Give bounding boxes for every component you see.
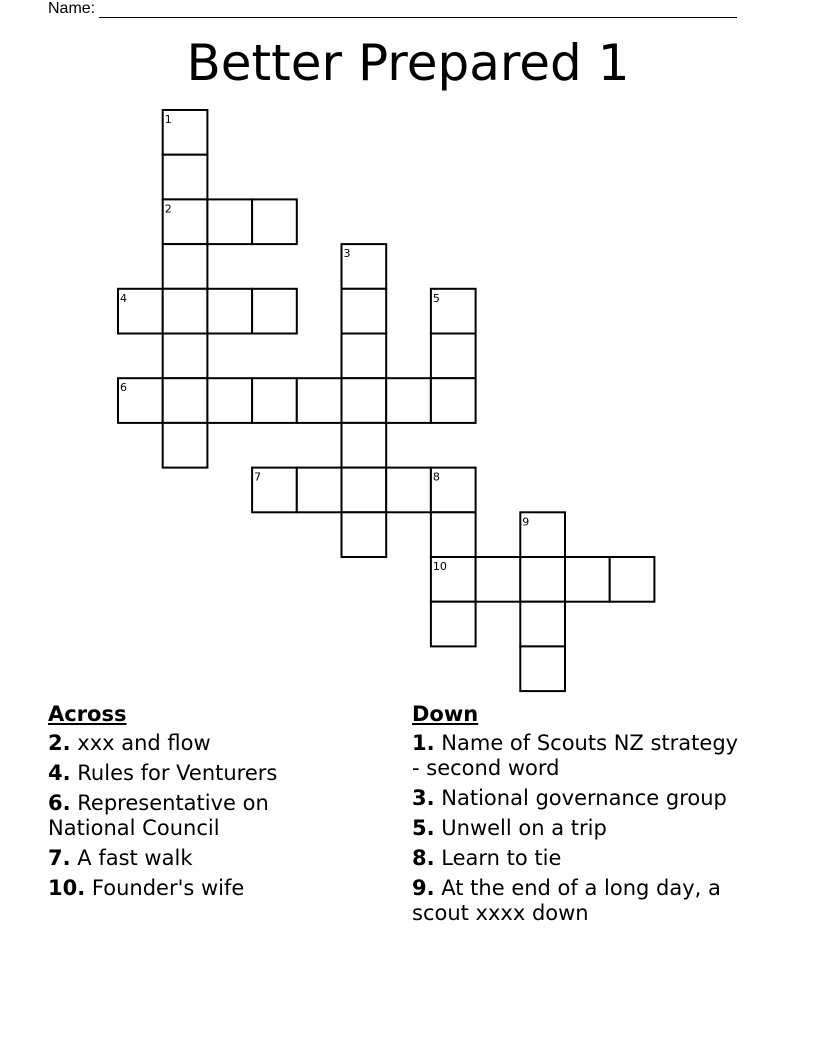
clue-number: 1.	[412, 731, 435, 755]
cell-number: 1	[164, 113, 172, 126]
grid-cell[interactable]	[207, 289, 252, 334]
clue-text: Unwell on a trip	[441, 816, 607, 840]
clue-number: 9.	[412, 876, 435, 900]
clue-text: At the end of a long day, a scout xxxx down	[412, 876, 721, 925]
clue-item	[412, 876, 742, 926]
cell-number: 7	[254, 470, 262, 484]
clue-number: 3.	[412, 786, 435, 810]
grid-cell[interactable]	[520, 602, 565, 647]
grid-cell[interactable]	[252, 289, 297, 334]
cell-number: 3	[343, 247, 351, 261]
clue-item	[412, 846, 742, 871]
down-clues	[412, 702, 742, 931]
grid-cell[interactable]	[297, 378, 342, 423]
grid-cell[interactable]	[342, 334, 387, 379]
clue-number: 8.	[412, 846, 435, 870]
clue-item	[412, 731, 742, 781]
grid-cell[interactable]	[342, 378, 387, 423]
grid-cell[interactable]	[476, 557, 521, 602]
clue-number: 7.	[48, 846, 71, 870]
clue-text: Learn to tie	[441, 846, 562, 870]
grid-cell[interactable]	[520, 646, 565, 691]
clue-number: 4.	[48, 761, 71, 785]
name-label: Name:	[48, 0, 96, 17]
grid-cell[interactable]	[342, 512, 387, 557]
cell-number: 10	[432, 560, 447, 573]
grid-cell[interactable]	[386, 468, 431, 513]
grid-cell[interactable]	[297, 468, 342, 513]
cell-number: 9	[522, 515, 530, 529]
grid-cell[interactable]	[610, 557, 655, 602]
across-heading: Across	[48, 702, 127, 726]
clue-item	[48, 731, 348, 756]
clue-number: 10.	[48, 876, 86, 900]
clue-text: Founder's wife	[91, 876, 245, 900]
grid-cell[interactable]	[163, 289, 208, 334]
grid-cell[interactable]	[163, 244, 208, 289]
cell-number: 2	[164, 202, 172, 216]
clue-item	[412, 786, 742, 811]
cell-number: 4	[120, 291, 127, 305]
page-title: Better Prepared 1	[186, 34, 630, 92]
clue-number: 2.	[48, 731, 71, 755]
cell-number: 5	[432, 291, 440, 305]
grid-cell[interactable]	[342, 468, 387, 513]
clue-text: Representative on National Council	[48, 791, 269, 840]
grid-cell[interactable]	[163, 155, 208, 200]
cell-number: 6	[120, 381, 127, 395]
clue-item	[48, 876, 348, 901]
grid-cell[interactable]	[431, 378, 476, 423]
clue-item	[48, 761, 348, 786]
grid-cell[interactable]	[342, 423, 387, 468]
clue-item	[48, 846, 348, 871]
grid-cell[interactable]	[252, 199, 297, 244]
grid-cell[interactable]	[431, 334, 476, 379]
grid-cell[interactable]	[207, 378, 252, 423]
across-clues	[48, 702, 348, 906]
clue-text: xxx and flow	[77, 731, 211, 755]
grid-cell[interactable]	[431, 602, 476, 647]
grid-cell[interactable]	[163, 334, 208, 379]
grid-cell[interactable]	[431, 512, 476, 557]
clue-text: Rules for Venturers	[77, 761, 278, 785]
clue-text: A fast walk	[77, 846, 193, 870]
clue-text: Name of Scouts NZ strategy - second word	[412, 731, 739, 780]
clue-item	[412, 816, 742, 841]
grid-cell[interactable]	[207, 199, 252, 244]
down-heading: Down	[412, 702, 479, 726]
clue-number: 5.	[412, 816, 435, 840]
grid-cell[interactable]	[386, 378, 431, 423]
grid-cell[interactable]	[163, 423, 208, 468]
clue-item	[48, 791, 348, 841]
clue-text: National governance group	[441, 786, 727, 810]
clue-number: 6.	[48, 791, 71, 815]
grid-cell[interactable]	[520, 557, 565, 602]
grid-cell[interactable]	[565, 557, 610, 602]
grid-cell[interactable]	[252, 378, 297, 423]
grid-cell[interactable]	[163, 378, 208, 423]
grid-cell[interactable]	[342, 289, 387, 334]
cell-number: 8	[432, 470, 440, 484]
